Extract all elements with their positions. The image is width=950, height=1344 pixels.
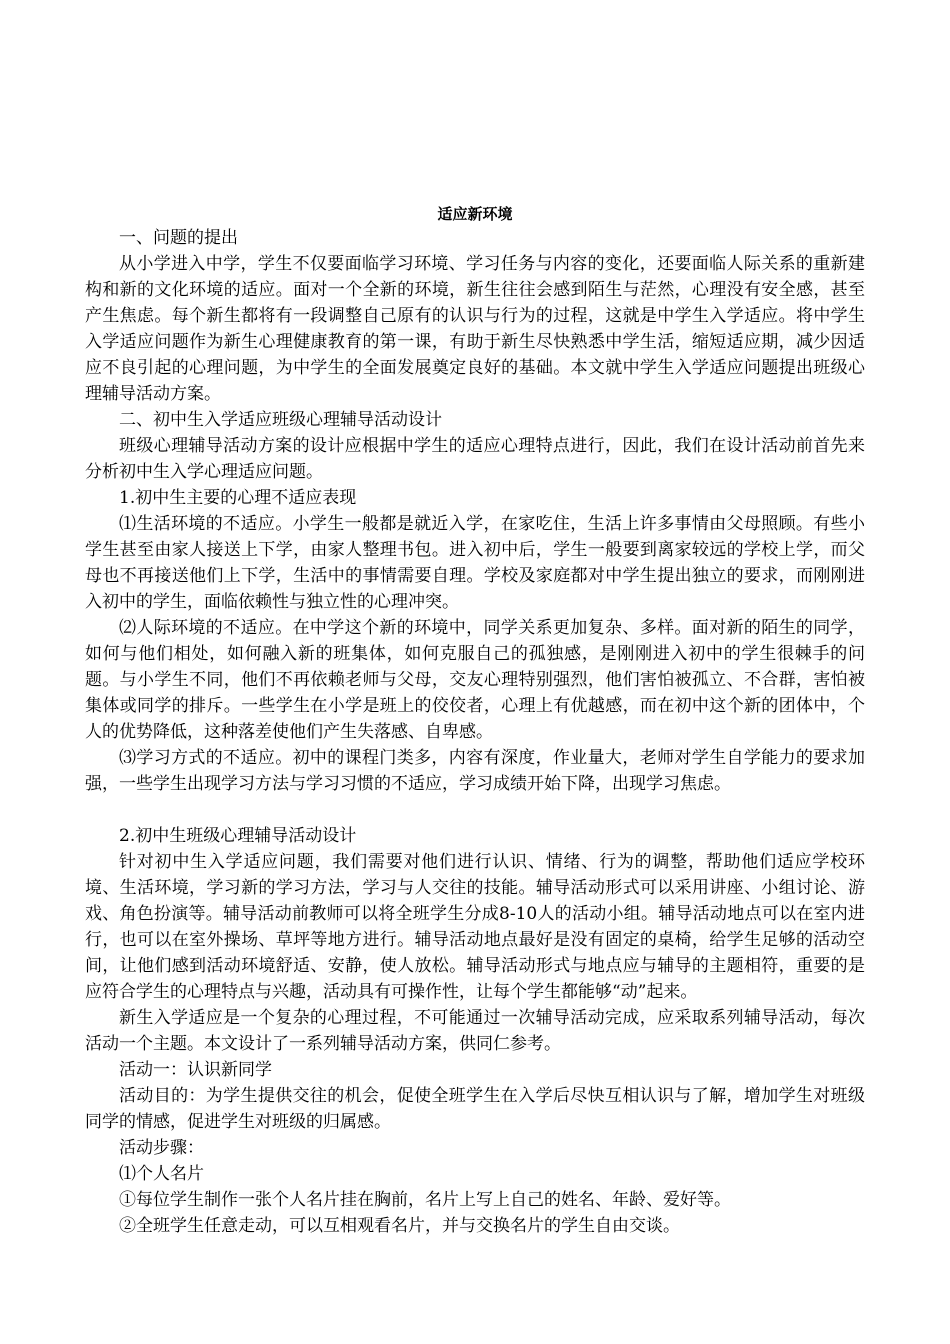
subheading-activity-design: 2.初中生班级心理辅导活动设计 [119, 826, 357, 846]
document-title: 适应新环境 [437, 205, 513, 223]
paragraph-learning-style: ⑶学习方式的不适应。初中的课程门类多，内容有深度，作业量大，老师对学生自学能力的要求加强，一些学生出现学习方法与学习习惯的不适应，学习成绩开始下降，出现学习焦虑。 [85, 748, 865, 794]
paragraph-living-environment: ⑴生活环境的不适应。小学生一般都是就近入学，在家吃住，生活上许多事情由父母照顾。有些小学生甚至由家人接送上下学，由家人整理书包。进入初中后，学生一般要到离家较远的学校上学，而父母也不再接送他们上下学，生活中的事情需要自理。学校及家庭都对中学生提出独立的要求，而刚刚进入初中的学生，面临依赖性与独立性的心理冲突。 [85, 514, 865, 612]
step-item-1: ①每位学生制作一张个人名片挂在胸前，名片上写上自己的姓名、年龄、爱好等。 [119, 1190, 731, 1210]
document-body [85, 203, 865, 1239]
section-heading-design: 二、初中生入学适应班级心理辅导活动设计 [119, 410, 442, 430]
activity-one-steps-label: 活动步骤： [119, 1138, 204, 1158]
paragraph-activity-forms: 针对初中生入学适应问题，我们需要对他们进行认识、情绪、行为的调整，帮助他们适应学校环境、生活环境，学习新的学习方法，学习与人交往的技能。辅导活动形式可以采用讲座、小组讨论、游戏、角色扮演等。辅导活动前教师可以将全班学生分成8-10人的活动小组。辅导活动地点可以在室内进行，也可以在室外操场、草坪等地方进行。辅导活动地点最好是没有固定的桌椅，给学生足够的活动空间，让他们感到活动环境舒适、安静，使人放松。辅导活动形式与地点应与辅导的主题相符，重要的是应符合学生的心理特点与兴趣，活动具有可操作性，让每个学生都能够“动”起来。 [85, 852, 865, 1002]
step-personal-card: ⑴个人名片 [119, 1164, 204, 1184]
paragraph-series: 新生入学适应是一个复杂的心理过程，不可能通过一次辅导活动完成，应采取系列辅导活动，每次活动一个主题。本文设计了一系列辅导活动方案，供同仁参考。 [85, 1008, 865, 1054]
activity-one-heading: 活动一：认识新同学 [119, 1060, 272, 1080]
subheading-maladjustment: 1.初中生主要的心理不适应表现 [119, 488, 357, 508]
step-item-2: ②全班学生任意走动，可以互相观看名片，并与交换名片的学生自由交谈。 [119, 1216, 680, 1236]
paragraph-design-intro: 班级心理辅导活动方案的设计应根据中学生的适应心理特点进行，因此，我们在设计活动前首先来分析初中生入学心理适应问题。 [85, 436, 865, 482]
section-heading-problem: 一、问题的提出 [119, 228, 238, 248]
blank-line [85, 797, 865, 823]
paragraph-interpersonal: ⑵人际环境的不适应。在中学这个新的环境中，同学关系更加复杂、多样。面对新的陌生的同学，如何与他们相处，如何融入新的班集体，如何克服自己的孤独感，是刚刚进入初中的学生很棘手的问题。与小学生不同，他们不再依赖老师与父母，交友心理特别强烈，他们害怕被孤立、不合群，害怕被集体或同学的排斥。一些学生在小学是班上的佼佼者，心理上有优越感，而在初中这个新的团体中，个人的优势降低，这种落差使他们产生失落感、自卑感。 [85, 618, 865, 742]
activity-one-purpose: 活动目的：为学生提供交往的机会，促使全班学生在入学后尽快互相认识与了解，增加学生对班级同学的情感，促进学生对班级的归属感。 [85, 1086, 865, 1132]
paragraph-intro: 从小学进入中学，学生不仅要面临学习环境、学习任务与内容的变化，还要面临人际关系的重新建构和新的文化环境的适应。面对一个全新的环境，新生往往会感到陌生与茫然，心理没有安全感，甚至产生焦虑。每个新生都将有一段调整自己原有的认识与行为的过程，这就是中学生入学适应。将中学生入学适应问题作为新生心理健康教育的第一课，有助于新生尽快熟悉中学生活，缩短适应期，减少因适应不良引起的心理问题，为中学生的全面发展奠定良好的基础。本文就中学生入学适应问题提出班级心理辅导活动方案。 [85, 254, 865, 404]
